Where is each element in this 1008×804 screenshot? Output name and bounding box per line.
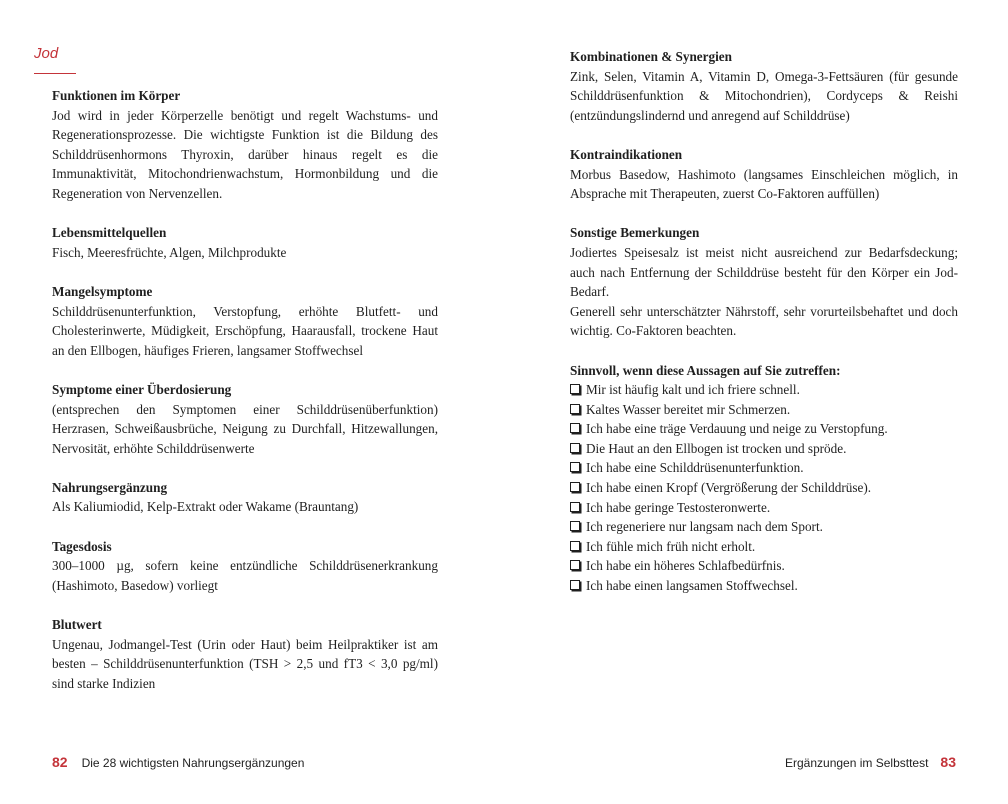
checklist-item[interactable] — [570, 517, 958, 537]
section-supplement — [52, 478, 438, 517]
checkbox-icon[interactable] — [570, 462, 580, 472]
section-heading: Lebensmittelquellen — [52, 225, 167, 241]
checklist-item[interactable] — [570, 478, 958, 498]
section-text: Schilddrüsenunterfunktion, Verstopfung, erhöhte Blutfett- und Cholesterinwerte, Müdigkeit, Erschöpfung, Haarausfall, trockene Haut an den Ellbogen, häufiges Frieren, langsamer Stoffwechsel — [52, 303, 438, 358]
section-heading: Sonstige Bemerkungen — [570, 225, 700, 241]
checklist-item[interactable] — [570, 537, 958, 557]
right-column — [570, 47, 958, 615]
section-heading: Blutwert — [52, 617, 102, 633]
checklist-item-label: Die Haut an den Ellbogen ist trocken und spröde. — [586, 440, 847, 456]
checklist-item-label: Kaltes Wasser bereitet mir Schmerzen. — [586, 401, 791, 417]
checkbox-icon[interactable] — [570, 560, 580, 570]
checkbox-icon[interactable] — [570, 404, 580, 414]
section-blood-value — [52, 615, 438, 693]
checklist-heading: Sinnvoll, wenn diese Aussagen auf Sie zutreffen: — [570, 362, 841, 378]
checklist-item-label: Ich habe geringe Testosteronwerte. — [586, 499, 771, 515]
checklist-item-label: Ich habe einen langsamen Stoffwechsel. — [586, 578, 798, 594]
checklist-item-label: Ich fühle mich früh nicht erholt. — [586, 538, 756, 554]
section-heading: Funktionen im Körper — [52, 88, 181, 103]
checkbox-icon[interactable] — [570, 423, 580, 433]
section-heading: Mangelsymptome — [52, 283, 153, 299]
left-footer — [52, 754, 304, 770]
checklist-item[interactable] — [570, 439, 958, 459]
page-number: 83 — [940, 754, 956, 770]
running-title: Ergänzungen im Selbsttest — [785, 756, 929, 770]
section-text: Ungenau, Jodmangel-Test (Urin oder Haut) beim Heilpraktiker ist am besten – Schilddrüsenunterfunktion (TSH > 2,5 und fT3 < 3,0 pg/ml) sind starke Indizien — [52, 636, 438, 691]
running-title: Die 28 wichtigsten Nahrungsergänzungen — [81, 756, 305, 770]
section-text: Generell sehr unterschätzter Nährstoff, sehr vorurteilsbehaftet und doch wichtig. Co-Faktoren beachten. — [570, 303, 958, 339]
checkbox-icon[interactable] — [570, 541, 580, 551]
section-heading: Nahrungsergänzung — [52, 479, 168, 495]
checklist-item-label: Mir ist häufig kalt und ich friere schnell. — [586, 382, 800, 398]
section-combinations — [570, 47, 958, 125]
checklist-item[interactable] — [570, 498, 958, 518]
section-text: Jod wird in jeder Körperzelle benötigt und regelt Wachstums- und Regenerationsprozesse. Die wichtigste Funktion ist die Bildung des Schilddrüsenhormons Thyroxin, darüber hinaus regelt es die Immunaktivität, Mitochondrienwachstum, Hormonbildung und die Regeneration von Nervenzellen. — [52, 107, 438, 201]
checklist-item[interactable] — [570, 576, 958, 596]
section-heading: Tagesdosis — [52, 538, 112, 554]
checklist-item[interactable] — [570, 458, 958, 478]
checkbox-icon[interactable] — [570, 580, 580, 590]
section-heading: Kontraindikationen — [570, 146, 683, 162]
section-text: (entsprechen den Symptomen einer Schilddrüsenüberfunktion) Herzrasen, Schweißausbrüche, Neigung zu Durchfall, Hitzewallungen, Nervosität, erhöhte Schilddrüsenwerte — [52, 401, 438, 456]
section-text: 300–1000 µg, sofern keine entzündliche Schilddrüsenerkrankung (Hashimoto, Basedow) vorliegt — [52, 558, 438, 593]
checklist-item-label: Ich habe eine träge Verdauung und neige zu Verstopfung. — [586, 421, 888, 437]
section-self-test — [570, 361, 958, 596]
checkbox-icon[interactable] — [570, 443, 580, 453]
checklist — [570, 380, 958, 596]
chapter-title: Jod — [34, 45, 59, 62]
section-remarks — [570, 223, 958, 341]
section-functions — [52, 86, 438, 204]
section-food-sources — [52, 223, 438, 262]
checklist-item[interactable] — [570, 400, 958, 420]
checkbox-icon[interactable] — [570, 482, 580, 492]
section-text: Jodiertes Speisesalz ist meist nicht ausreichend zur Bedarfsdeckung; auch nach Entfernung der Schilddrüse besteht für den Körper ein Jod-Bedarf. — [570, 244, 958, 300]
section-text: Als Kaliumiodid, Kelp-Extrakt oder Wakame (Brauntang) — [52, 499, 359, 515]
left-column — [52, 86, 438, 713]
section-heading: Symptome einer Überdosierung — [52, 381, 232, 397]
checklist-item[interactable] — [570, 419, 958, 439]
section-text: Fisch, Meeresfrüchte, Algen, Milchprodukte — [52, 244, 287, 260]
section-heading: Kombinationen & Synergien — [570, 49, 732, 64]
checkbox-icon[interactable] — [570, 502, 580, 512]
right-page — [504, 0, 1008, 804]
section-overdose — [52, 380, 438, 458]
section-text: Morbus Basedow, Hashimoto (langsames Einschleichen möglich, in Absprache mit Therapeuten, zuerst Co-Faktoren auffüllen) — [570, 166, 958, 202]
section-daily-dose — [52, 537, 438, 596]
checklist-item-label: Ich regeneriere nur langsam nach dem Sport. — [586, 519, 823, 535]
checklist-item[interactable] — [570, 556, 958, 576]
checklist-item-label: Ich habe einen Kropf (Vergrößerung der Schilddrüse). — [586, 480, 872, 496]
section-text: Zink, Selen, Vitamin A, Vitamin D, Omega-3-Fettsäuren (für gesunde Schilddrüsenfunktion & Mitochondrien), Cordyceps & Reishi (entzündungslindernd und anregend auf Schilddrüse) — [570, 68, 958, 123]
right-footer — [785, 754, 956, 770]
page-number: 82 — [52, 754, 68, 770]
checklist-item-label: Ich habe eine Schilddrüsenunterfunktion. — [586, 460, 804, 476]
checklist-item-label: Ich habe ein höheres Schlafbedürfnis. — [586, 558, 785, 574]
section-contraindications — [570, 145, 958, 204]
checkbox-icon[interactable] — [570, 384, 580, 394]
title-rule — [34, 73, 76, 74]
checklist-item[interactable] — [570, 380, 958, 400]
checkbox-icon[interactable] — [570, 521, 580, 531]
section-deficiency — [52, 282, 438, 360]
